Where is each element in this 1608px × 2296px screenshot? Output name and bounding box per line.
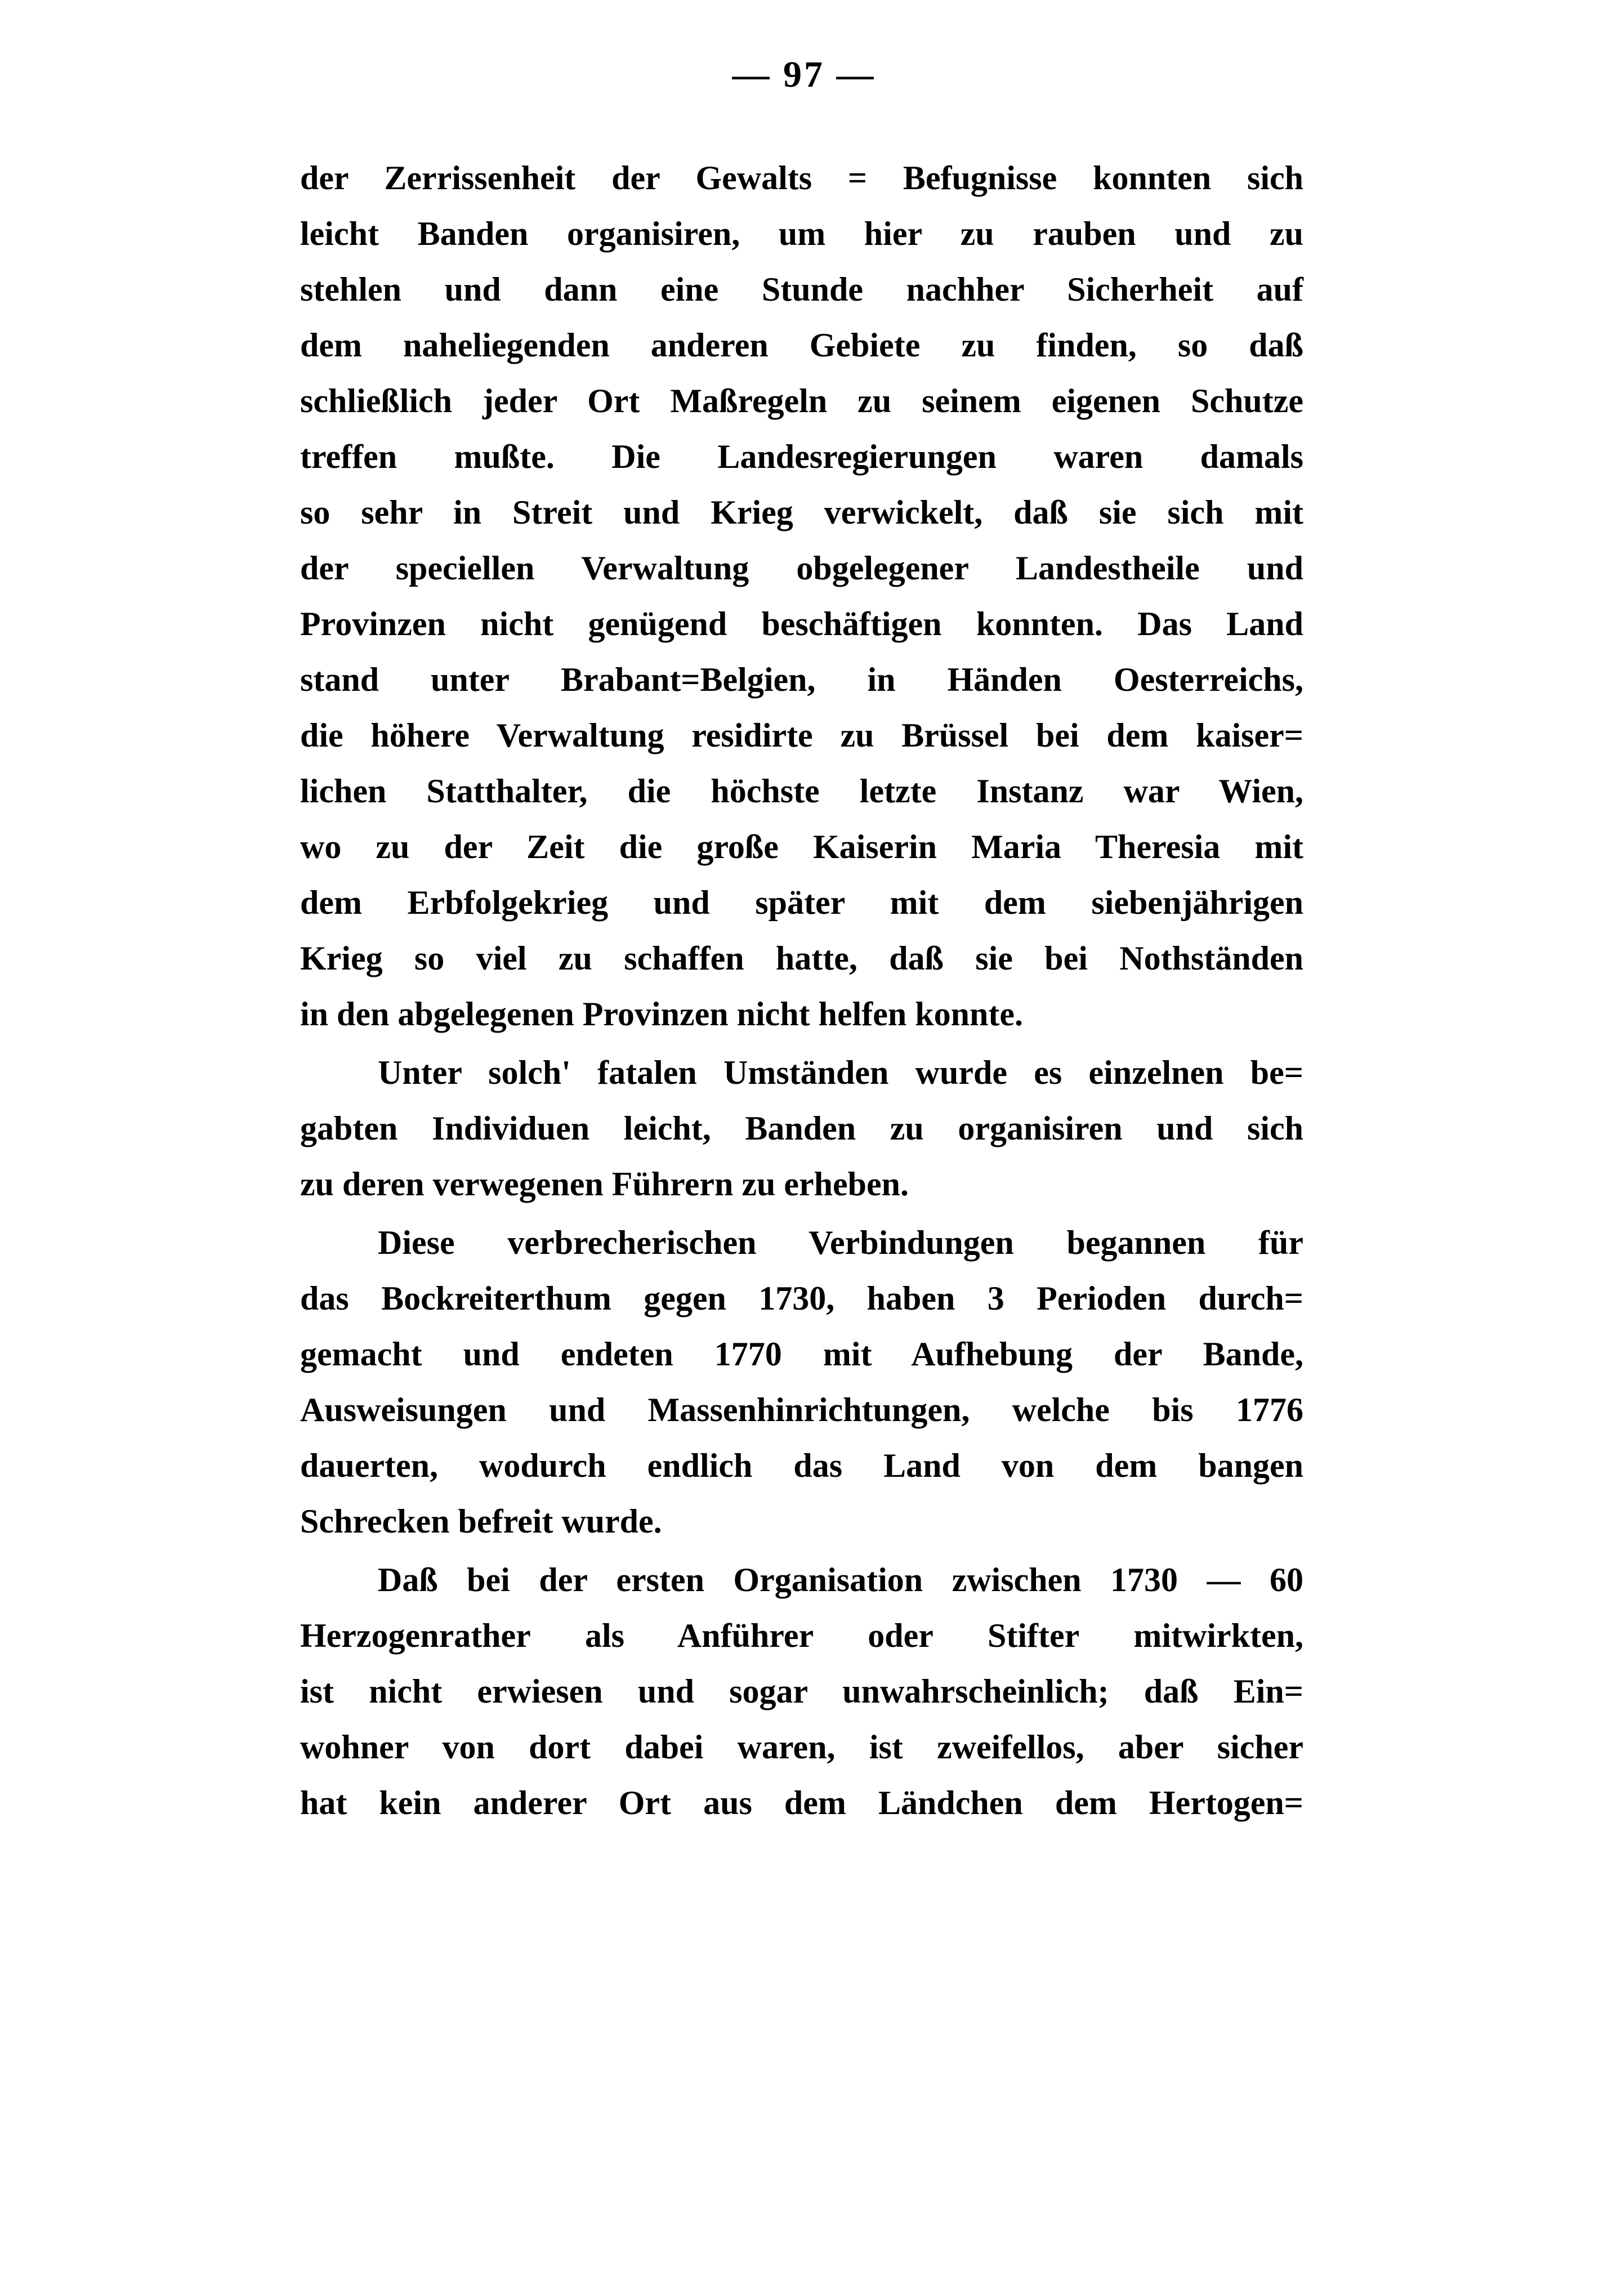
text-line: wo zu der Zeit die große Kaiserin Maria Theresia mit — [300, 828, 1303, 865]
text-line: Schrecken befreit wurde. — [300, 1503, 662, 1540]
text-line: Diese verbrecherischen Verbindungen begannen für — [378, 1224, 1303, 1261]
text-line: die höhere Verwaltung residirte zu Brüssel bei dem kaiser= — [300, 717, 1303, 754]
paragraph — [300, 1215, 1303, 1549]
text-line: Daß bei der ersten Organisation zwischen 1730 — 60 — [378, 1561, 1303, 1598]
text-line: dem naheliegenden anderen Gebiete zu finden, so daß — [300, 327, 1303, 364]
text-line: ist nicht erwiesen und sogar unwahrscheinlich; daß Ein= — [300, 1673, 1303, 1710]
text-line: zu deren verwegenen Führern zu erheben. — [300, 1165, 909, 1203]
page-body-text — [300, 150, 1303, 1834]
page-number: — 97 — — [732, 54, 876, 95]
paragraph — [300, 150, 1303, 1042]
text-line: Unter solch' fatalen Umständen wurde es einzelnen be= — [378, 1054, 1303, 1091]
text-line: dem Erbfolgekrieg und später mit dem siebenjährigen — [300, 884, 1303, 921]
text-line: stehlen und dann eine Stunde nachher Sicherheit auf — [300, 271, 1303, 308]
text-line: schließlich jeder Ort Maßregeln zu seinem eigenen Schutze — [300, 382, 1303, 419]
text-line: lichen Statthalter, die höchste letzte Instanz war Wien, — [300, 772, 1303, 810]
text-line: in den abgelegenen Provinzen nicht helfen konnte. — [300, 995, 1023, 1033]
text-line: leicht Banden organisiren, um hier zu rauben und zu — [300, 215, 1303, 252]
paragraph — [300, 1045, 1303, 1212]
text-line: Ausweisungen und Massenhinrichtungen, welche bis 1776 — [300, 1391, 1303, 1428]
text-line: so sehr in Streit und Krieg verwickelt, daß sie sich mit — [300, 494, 1303, 531]
paragraph — [300, 1552, 1303, 1831]
text-line: dauerten, wodurch endlich das Land von dem bangen — [300, 1447, 1303, 1484]
text-line: der speciellen Verwaltung obgelegener Landestheile und — [300, 550, 1303, 587]
text-line: treffen mußte. Die Landesregierungen waren damals — [300, 438, 1303, 475]
text-line: das Bockreiterthum gegen 1730, haben 3 Perioden durch= — [300, 1280, 1303, 1317]
text-line: stand unter Brabant=Belgien, in Händen Oesterreichs, — [300, 661, 1303, 698]
text-line: Herzogenrather als Anführer oder Stifter mitwirkten, — [300, 1617, 1303, 1654]
text-line: gemacht und endeten 1770 mit Aufhebung der Bande, — [300, 1335, 1303, 1373]
text-line: gabten Individuen leicht, Banden zu organisiren und sich — [300, 1110, 1303, 1147]
text-line: Provinzen nicht genügend beschäftigen konnten. Das Land — [300, 605, 1303, 642]
text-line: hat kein anderer Ort aus dem Ländchen dem Hertogen= — [300, 1784, 1303, 1821]
text-line: wohner von dort dabei waren, ist zweifellos, aber sicher — [300, 1728, 1303, 1766]
text-line: Krieg so viel zu schaffen hatte, daß sie bei Nothständen — [300, 940, 1303, 977]
text-line: der Zerrissenheit der Gewalts = Befugnisse konnten sich — [300, 159, 1303, 196]
